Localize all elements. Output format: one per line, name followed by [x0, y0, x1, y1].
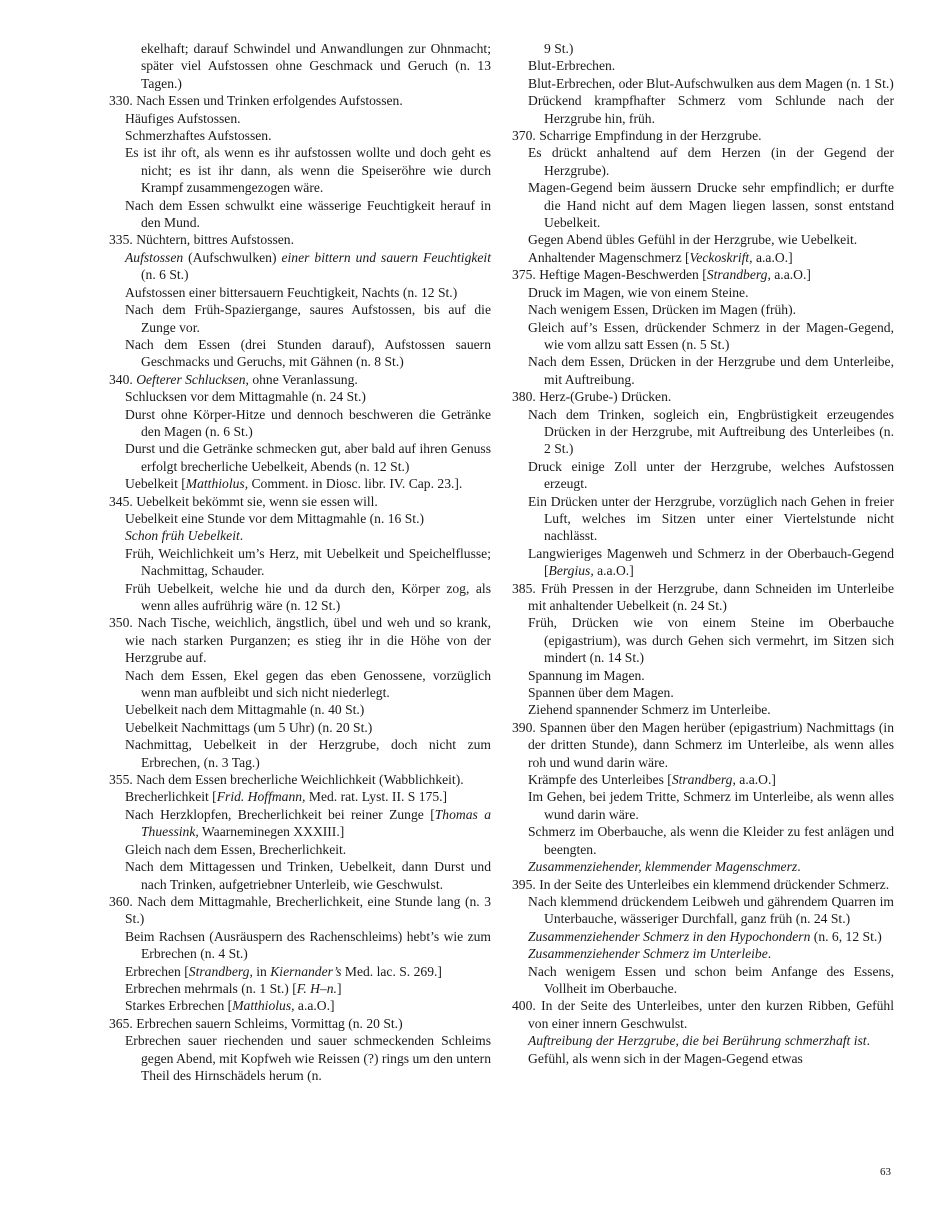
symptom-entry: Uebelkeit Nachmittags (um 5 Uhr) (n. 20 St.)	[125, 719, 373, 735]
symptom-entry: Gefühl, als wenn sich in der Magen-Gegend etwas	[528, 1050, 803, 1066]
symptom-entry: Nach dem Mittagessen und Trinken, Uebelkeit, dann Durst und nach Trinken, aufgetriebner Unterleib, wie Geschwulst.	[125, 859, 491, 892]
numbered-entry: 395. In der Seite des Unterleibes ein klemmend drückender Schmerz.	[512, 876, 890, 892]
symptom-entry: Nach dem Essen (drei Stunden darauf), Aufstossen sauern Geschmacks und Geruchs, mit Gähnen (n. 8 St.)	[125, 336, 491, 370]
symptom-entry: Zusammenziehender Schmerz in den Hypochondern (n. 6, 12 St.)	[528, 928, 882, 944]
symptom-entry: Druck im Magen, wie von einem Steine.	[528, 284, 749, 300]
symptom-entry: Uebelkeit [Matthiolus, Comment. in Diosc. libr. IV. Cap. 23.].	[125, 476, 463, 492]
symptom-entry: Drückend krampfhafter Schmerz vom Schlunde nach der Herzgrube hin, früh.	[528, 93, 894, 126]
symptom-entry: Schon früh Uebelkeit.	[125, 528, 244, 544]
page-number: 63	[880, 1166, 891, 1178]
symptom-entry: Starkes Erbrechen [Matthiolus, a.a.O.]	[125, 998, 335, 1014]
symptom-entry: Erbrechen sauer riechenden und sauer schmeckenden Schleims gegen Abend, mit Kopfweh wie Reissen (?) rings um den untern Theil des Hirnschädels herum (n.	[125, 1033, 491, 1083]
symptom-entry: Aufstossen (Aufschwulken) einer bittern und sauern Feuchtigkeit (n. 6 St.)	[125, 249, 491, 283]
symptom-entry: Schmerz im Oberbauche, als wenn die Kleider zu fest anlägen und beengten.	[528, 824, 894, 857]
symptom-entry: Schlucksen vor dem Mittagmahle (n. 24 St.)	[125, 389, 366, 405]
symptom-entry: Früh Uebelkeit, welche hie und da durch den, Körper zog, als wenn alles aufrührig wäre (n. 12 St.)	[125, 580, 491, 613]
numbered-entry: 365. Erbrechen sauern Schleims, Vormittag (n. 20 St.)	[109, 1015, 403, 1031]
numbered-entry: 345. Uebelkeit bekömmt sie, wenn sie essen will.	[109, 493, 378, 509]
symptom-entry: Es drückt anhaltend auf dem Herzen (in der Gegend der Herzgrube).	[528, 145, 894, 178]
symptom-entry: ekelhaft; darauf Schwindel und Anwandlungen zur Ohnmacht; später viel Aufstossen ohne Geschmack und Geruch (n. 13 Tagen.)	[141, 41, 491, 91]
symptom-entry: Durst ohne Körper-Hitze und dennoch beschweren die Getränke den Magen (n. 6 St.)	[125, 406, 491, 439]
symptom-entry: Erbrechen mehrmals (n. 1 St.) [F. H–n.]	[125, 980, 342, 996]
symptom-entry: Magen-Gegend beim äussern Drucke sehr empfindlich; er durfte die Hand nicht auf dem Magen liegen lassen, sonst entstand Uebelkeit.	[528, 180, 894, 231]
symptom-entry: Nach dem Essen schwulkt eine wässerige Feuchtigkeit herauf in den Mund.	[125, 197, 491, 231]
numbered-entry: 330. Nach Essen und Trinken erfolgendes Aufstossen.	[109, 93, 403, 109]
numbered-entry: 385. Früh Pressen in der Herzgrube, dann Schneiden im Unterleibe mit anhaltender Uebelkeit (n. 24 St.)	[512, 580, 894, 613]
symptom-entry: Uebelkeit nach dem Mittagmahle (n. 40 St.)	[125, 702, 365, 718]
symptom-entry: Beim Rachsen (Ausräuspern des Rachenschleims) hebt’s wie zum Erbrechen (n. 4 St.)	[125, 928, 491, 962]
symptom-entry: Nach wenigem Essen, Drücken im Magen (früh).	[528, 302, 797, 318]
symptom-entry: Zusammenziehender, klemmender Magenschmerz.	[528, 859, 801, 875]
symptom-entry: Im Gehen, bei jedem Tritte, Schmerz im Unterleibe, als wenn alles wund darin wäre.	[528, 789, 894, 822]
symptom-entry: Gegen Abend übles Gefühl in der Herzgrube, wie Uebelkeit.	[528, 232, 858, 248]
symptom-entry: Früh, Weichlichkeit um’s Herz, mit Uebelkeit und Speichelflusse; Nachmittag, Schauder.	[125, 545, 491, 579]
numbered-entry: 350. Nach Tische, weichlich, ängstlich, übel und weh und so krank, wie nach starken Purganzen; es stieg ihr in die Höhe von der Herzgrube auf.	[109, 615, 491, 666]
symptom-entry: Krämpfe des Unterleibes [Strandberg, a.a.O.]	[528, 772, 776, 788]
symptom-entry: Häufiges Aufstossen.	[125, 110, 241, 126]
symptom-entry: Gleich nach dem Essen, Brecherlichkeit.	[125, 841, 347, 857]
symptom-entry: Schmerzhaftes Aufstossen.	[125, 128, 272, 144]
numbered-entry: 335. Nüchtern, bittres Aufstossen.	[109, 232, 295, 248]
symptom-entry: Spannen über dem Magen.	[528, 685, 674, 701]
symptom-entry: Gleich auf’s Essen, drückender Schmerz in der Magen-Gegend, wie vom allzu satt Essen (n. 5 St.)	[528, 319, 894, 352]
symptom-entry: Aufstossen einer bittersauern Feuchtigkeit, Nachts (n. 12 St.)	[125, 284, 458, 300]
symptom-entry: 9 St.)	[544, 41, 574, 56]
symptom-entry: Nach wenigem Essen und schon beim Anfange des Essens, Vollheit im Oberbauche.	[528, 963, 894, 996]
symptom-entry: Uebelkeit eine Stunde vor dem Mittagmahle (n. 16 St.)	[125, 510, 424, 526]
left-column	[109, 40, 491, 1084]
symptom-entry: Spannung im Magen.	[528, 667, 645, 683]
symptom-entry: Durst und die Getränke schmecken gut, aber bald auf ihren Genuss erfolgt brecherliche Uebelkeit, Abends (n. 12 St.)	[125, 441, 491, 474]
symptom-entry: Anhaltender Magenschmerz [Veckoskrift, a.a.O.]	[528, 249, 793, 265]
symptom-entry: Erbrechen [Strandberg, in Kiernander’s Med. lac. S. 269.]	[125, 963, 442, 979]
numbered-entry: 400. In der Seite des Unterleibes, unter den kurzen Ribben, Gefühl von einer innern Geschwulst.	[512, 998, 894, 1031]
numbered-entry: 370. Scharrige Empfindung in der Herzgrube.	[512, 128, 762, 144]
symptom-entry: Ziehend spannender Schmerz im Unterleibe.	[528, 702, 771, 718]
symptom-entry: Es ist ihr oft, als wenn es ihr aufstossen wollte und doch geht es nicht; es ist ihr dann, als wenn die Speiseröhre wie durch Krampf zusammengezogen wäre.	[125, 145, 491, 196]
numbered-entry: 355. Nach dem Essen brecherliche Weichlichkeit (Wabblichkeit).	[109, 772, 464, 788]
symptom-entry: Blut-Erbrechen.	[528, 58, 616, 74]
numbered-entry: 340. Oefterer Schlucksen, ohne Veranlassung.	[109, 371, 358, 387]
symptom-entry: Blut-Erbrechen, oder Blut-Aufschwulken aus dem Magen (n. 1 St.)	[528, 75, 894, 91]
symptom-entry: Nach dem Essen, Ekel gegen das eben Genossene, vorzüglich wenn man aufbleibt und sich nicht niederlegt.	[125, 667, 491, 701]
numbered-entry: 375. Heftige Magen-Beschwerden [Strandberg, a.a.O.]	[512, 267, 811, 283]
symptom-entry: Zusammenziehender Schmerz im Unterleibe.	[528, 946, 772, 962]
symptom-entry: Nach dem Essen, Drücken in der Herzgrube und dem Unterleibe, mit Auftreibung.	[528, 354, 894, 387]
symptom-entry: Nach Herzklopfen, Brecherlichkeit bei reiner Zunge [Thomas a Thuessink, Waarneminegen XXXIII.]	[125, 806, 492, 840]
numbered-entry: 360. Nach dem Mittagmahle, Brecherlichkeit, eine Stunde lang (n. 3 St.)	[109, 893, 491, 927]
symptom-entry: Nach dem Trinken, sogleich ein, Engbrüstigkeit erzeugendes Drücken in der Herzgrube, mit Auftreibung des Unterleibes (n. 2 St.)	[528, 406, 894, 457]
symptom-entry: Langwieriges Magenweh und Schmerz in der Oberbauch-Gegend [Bergius, a.a.O.]	[528, 545, 894, 579]
symptom-entry: Druck einige Zoll unter der Herzgrube, welches Aufstossen erzeugt.	[528, 458, 894, 492]
symptom-entry: Nachmittag, Uebelkeit in der Herzgrube, doch nicht zum Erbrechen, (n. 3 Tag.)	[125, 737, 491, 770]
symptom-entry: Ein Drücken unter der Herzgrube, vorzüglich nach Gehen in freier Luft, welches im Sitzen unter einer Viertelstunde nicht nachlässt.	[528, 493, 894, 544]
symptom-entry: Auftreibung der Herzgrube, die bei Berührung schmerzhaft ist.	[528, 1033, 870, 1049]
symptom-entry: Nach dem Früh-Spaziergange, saures Aufstossen, bis auf die Zunge vor.	[125, 302, 491, 335]
numbered-entry: 390. Spannen über den Magen herüber (epigastrium) Nachmittags (in der dritten Stunde), dann Schmerz im Unterleibe, als wenn alles roh und wund darin wäre.	[512, 719, 894, 770]
symptom-entry: Nach klemmend drückendem Leibweh und gährendem Quarren im Unterbauche, wässeriger Durchfall, ganz früh (n. 24 St.)	[528, 893, 894, 927]
right-column	[512, 40, 894, 1067]
symptom-entry: Früh, Drücken wie von einem Steine im Oberbauche (epigastrium), was durch Gehen sich vermehrt, im Sitzen sich mindert (n. 14 St.)	[528, 615, 894, 666]
symptom-entry: Brecherlichkeit [Frid. Hoffmann, Med. rat. Lyst. II. S 175.]	[125, 789, 448, 805]
numbered-entry: 380. Herz-(Grube-) Drücken.	[512, 389, 672, 405]
